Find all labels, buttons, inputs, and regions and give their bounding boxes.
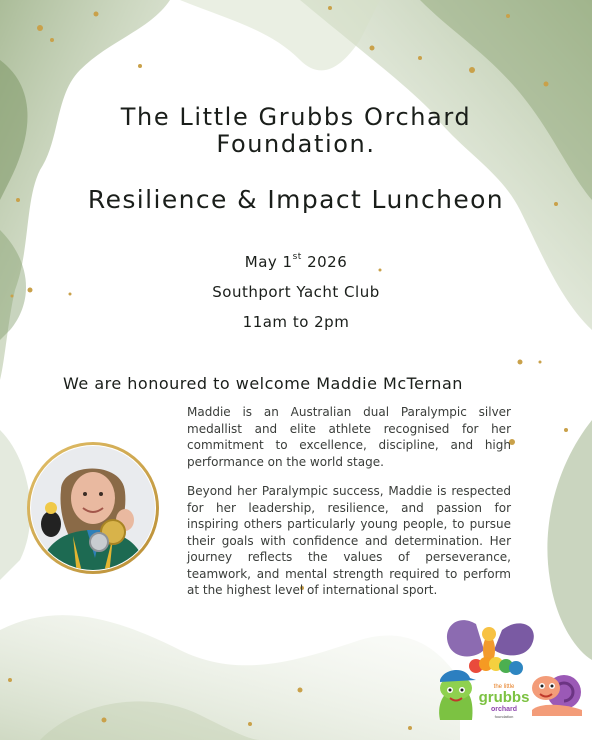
logo-text-line2: grubbs bbox=[478, 689, 530, 706]
speaker-portrait bbox=[25, 440, 161, 576]
foundation-name-line2: Foundation. bbox=[216, 130, 376, 158]
logo-text-line1: the little bbox=[493, 684, 515, 690]
date-day: May 1 bbox=[244, 253, 293, 271]
speaker-welcome-heading: We are honoured to welcome Maddie McTernan bbox=[63, 374, 463, 393]
foundation-name-line1: The Little Grubbs Orchard bbox=[120, 103, 472, 131]
event-time: 11am to 2pm bbox=[242, 313, 350, 331]
date-year: 2026 bbox=[301, 253, 348, 271]
foundation-logo bbox=[436, 614, 586, 738]
event-title: Resilience & Impact Luncheon bbox=[87, 185, 505, 214]
speaker-bio-paragraph-1: Maddie is an Australian dual Paralympic silver medallist and elite athlete recognised for her commitment to excellence, discipline, and high performance on the world stage. bbox=[187, 405, 511, 469]
logo-text-line3: orchard bbox=[490, 706, 518, 713]
event-date bbox=[0, 253, 592, 271]
date-suffix: st bbox=[292, 252, 302, 262]
speaker-bio-paragraph-2: Beyond her Paralympic success, Maddie is respected for her leadership, resilience, and passion for inspiring others particularly young people, to pursue their goals with confidence and determination. Her journey reflects the values of perseverance, teamwork, and mental strength required to perform at the highest level of international sport. bbox=[187, 484, 511, 597]
logo-text-line4: foundation bbox=[494, 714, 514, 719]
event-venue: Southport Yacht Club bbox=[212, 283, 380, 301]
